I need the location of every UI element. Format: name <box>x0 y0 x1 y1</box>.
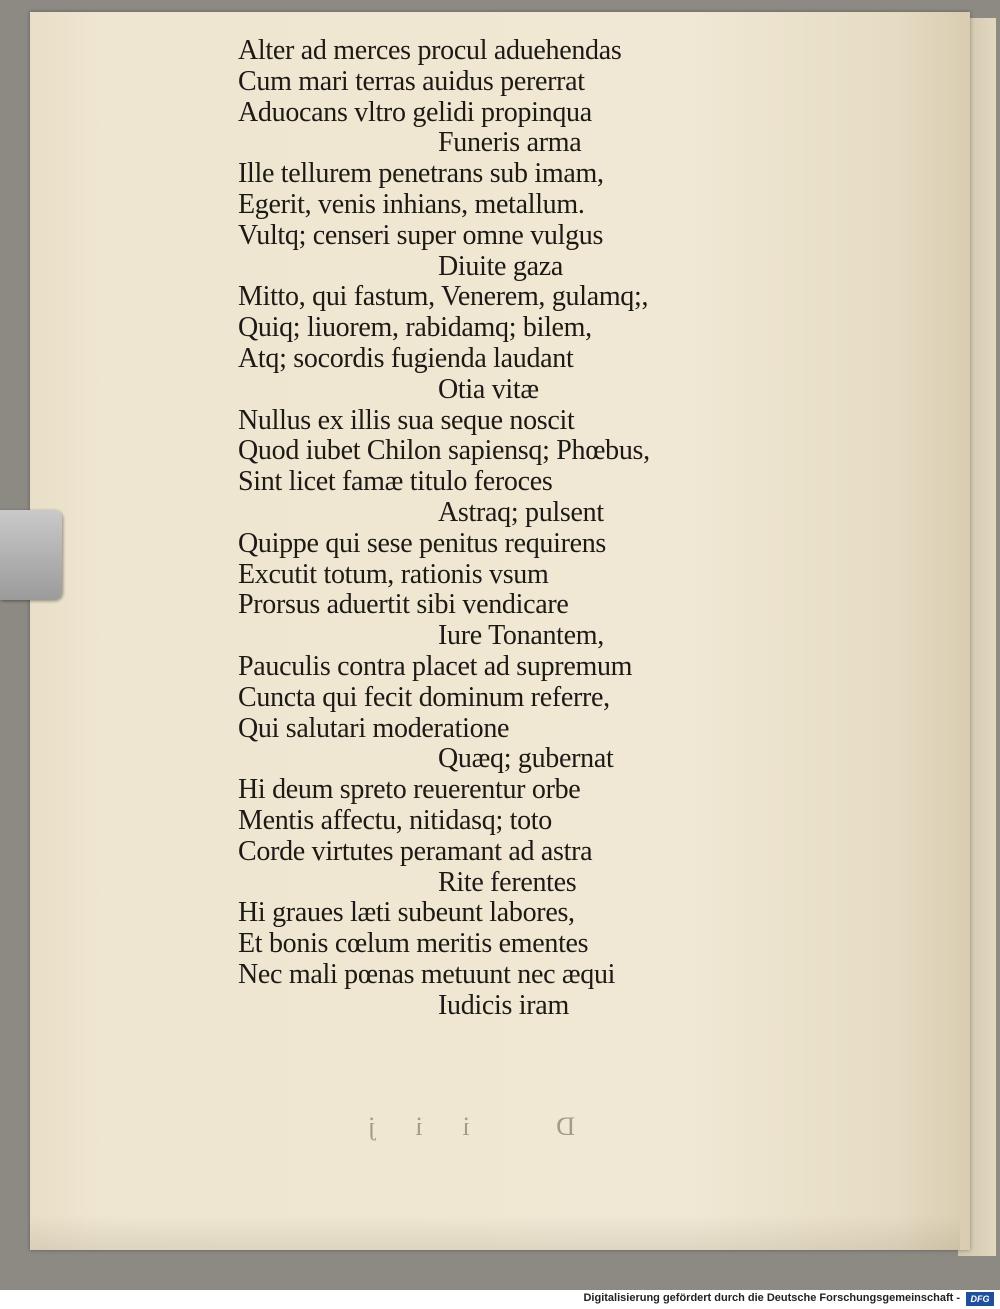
stanza-closing-line: Iure Tonantem, <box>438 620 604 652</box>
poem-line: Et bonis cœlum meritis ementes <box>238 928 589 960</box>
stanza-closing-line: Iudicis iram <box>438 989 569 1021</box>
stanza-closing-line: Rite ferentes <box>438 866 577 898</box>
poem-line: Alter ad merces procul aduehendas <box>238 35 622 66</box>
poem-line: Mitto, qui fastum, Venerem, gulamq;, <box>238 281 649 313</box>
stanza-closing-line: Otia vitæ <box>438 373 539 405</box>
stanza-closing-line: Funeris arma <box>438 127 582 159</box>
poem-line: Quod iubet Chilon sapiensq; Phœbus, <box>238 435 650 467</box>
poem-line: Cuncta qui fecit dominum referre, <box>238 681 610 713</box>
poem-line: Aduocans vltro gelidi propinqua <box>238 96 592 128</box>
poem-line: Hi deum spreto reuerentur orbe <box>238 774 581 806</box>
poem-line: Prorsus aduertit sibi vendicare <box>238 589 569 621</box>
page-bottom-shadow <box>30 1215 960 1250</box>
poem-line: Nec mali pœnas metuunt nec æqui <box>238 958 616 990</box>
stanza-closing-line: Quæq; gubernat <box>438 743 614 775</box>
stanza-closing-line: Astraq; pulsent <box>438 496 604 528</box>
poem-line: Quiq; liuorem, rabidamq; bilem, <box>238 312 592 344</box>
poem-line: Nullus ex illis sua seque noscit <box>238 404 575 436</box>
stanza-closing-line: Diuite gaza <box>438 250 563 282</box>
digitization-footer <box>0 1290 1000 1309</box>
poem-line: Pauculis contra placet ad supremum <box>238 650 633 682</box>
poem-line: Excutit totum, rationis vsum <box>238 558 549 590</box>
poem-line: Atq; socordis fugienda laudant <box>238 342 574 374</box>
dfg-logo-icon: DFG <box>966 1292 994 1306</box>
signature-mark-show-through: D iij <box>328 1112 575 1141</box>
poem-line: Vultq; censeri super omne vulgus <box>238 219 604 251</box>
footer-credit: Digitalisierung gefördert durch die Deutsche Forschungsgemeinschaft - <box>583 1292 960 1304</box>
poem-text-block <box>238 36 758 1022</box>
poem-line: Ille tellurem penetrans sub imam, <box>238 158 604 190</box>
poem-line: Sint licet famæ titulo feroces <box>238 466 553 498</box>
poem-line: Mentis affectu, nitidasq; toto <box>238 804 552 836</box>
page-clip <box>0 510 62 600</box>
poem-line: Cum mari terras auidus pererrat <box>238 65 585 97</box>
poem-line: Hi graues læti subeunt labores, <box>238 897 575 929</box>
poem-line: Qui salutari moderatione <box>238 712 510 744</box>
poem-line: Corde virtutes peramant ad astra <box>238 835 593 867</box>
poem-line: Egerit, venis inhians, metallum. <box>238 188 585 220</box>
poem-line: Quippe qui sese penitus requirens <box>238 527 607 559</box>
